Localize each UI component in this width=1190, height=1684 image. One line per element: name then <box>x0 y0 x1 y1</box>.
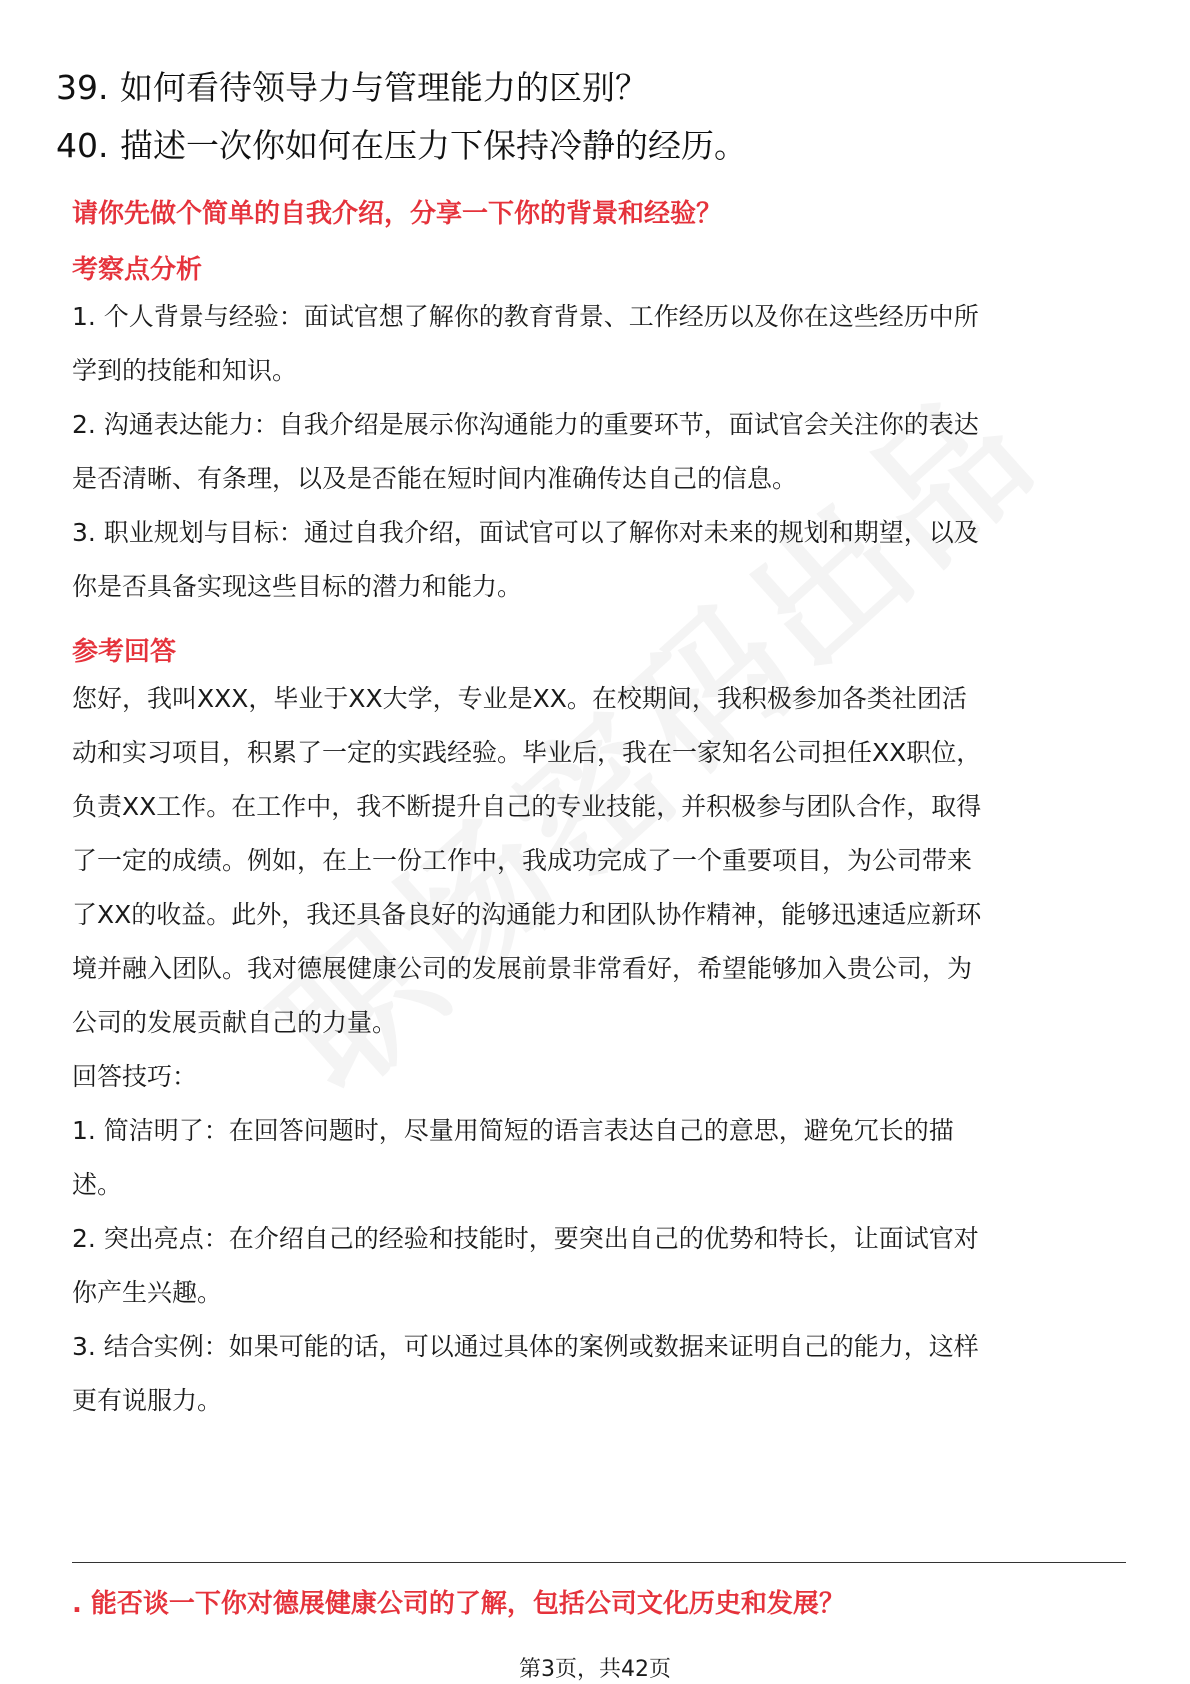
tips-line: 3. 结合实例：如果可能的话，可以通过具体的案例或数据来证明自己的能力，这样 <box>72 1332 979 1361</box>
next-question: . 能否谈一下你对德展健康公司的了解，包括公司文化历史和发展？ <box>72 1589 845 1619</box>
page-footer: 第3页，共42页 <box>519 1657 671 1682</box>
section-divider <box>72 1562 1126 1563</box>
analysis-line: 2. 沟通表达能力：自我介绍是展示你沟通能力的重要环节，面试官会关注你的表达 <box>72 410 979 439</box>
analysis-line: 你是否具备实现这些目标的潜力和能力。 <box>72 572 523 601</box>
question-text: 如何看待领导力与管理能力的区别？ <box>120 68 648 107</box>
tips-line: 1. 简洁明了：在回答问题时，尽量用简短的语言表达自己的意思，避免冗长的描 <box>72 1116 954 1145</box>
answer-heading: 参考回答 <box>72 637 177 667</box>
answer-line: 公司的发展贡献自己的力量。 <box>72 1008 398 1037</box>
answer-line: 您好，我叫XXX，毕业于XX大学，专业是XX。在校期间，我积极参加各类社团活 <box>72 684 967 713</box>
tips-line: 述。 <box>72 1170 123 1199</box>
section-question: 请你先做个简单的自我介绍，分享一下你的背景和经验？ <box>72 199 723 229</box>
answer-line: 境并融入团队。我对德展健康公司的发展前景非常看好，希望能够加入贵公司，为 <box>72 954 973 983</box>
question-number: 40. <box>56 126 109 165</box>
answer-line: 负责XX工作。在工作中，我不断提升自己的专业技能，并积极参与团队合作，取得 <box>72 792 982 821</box>
question-39 <box>56 66 648 110</box>
question-text: 描述一次你如何在压力下保持冷静的经历。 <box>120 126 747 165</box>
tips-line: 更有说服力。 <box>72 1386 223 1415</box>
analysis-line: 学到的技能和知识。 <box>72 356 298 385</box>
answer-line: 了XX的收益。此外，我还具备良好的沟通能力和团队协作精神，能够迅速适应新环 <box>72 900 982 929</box>
question-number: 39. <box>56 68 109 107</box>
question-40 <box>56 124 747 168</box>
analysis-line: 3. 职业规划与目标：通过自我介绍，面试官可以了解你对未来的规划和期望，以及 <box>72 518 979 547</box>
analysis-line: 1. 个人背景与经验：面试官想了解你的教育背景、工作经历以及你在这些经历中所 <box>72 302 979 331</box>
analysis-heading: 考察点分析 <box>72 255 203 285</box>
tips-heading: 回答技巧： <box>72 1062 198 1091</box>
tips-line: 2. 突出亮点：在介绍自己的经验和技能时，要突出自己的优势和特长，让面试官对 <box>72 1224 979 1253</box>
answer-line: 了一定的成绩。例如，在上一份工作中，我成功完成了一个重要项目，为公司带来 <box>72 846 973 875</box>
answer-line: 动和实习项目，积累了一定的实践经验。毕业后，我在一家知名公司担任XX职位， <box>72 738 982 767</box>
analysis-line: 是否清晰、有条理，以及是否能在短时间内准确传达自己的信息。 <box>72 464 798 493</box>
tips-line: 你产生兴趣。 <box>72 1278 223 1307</box>
